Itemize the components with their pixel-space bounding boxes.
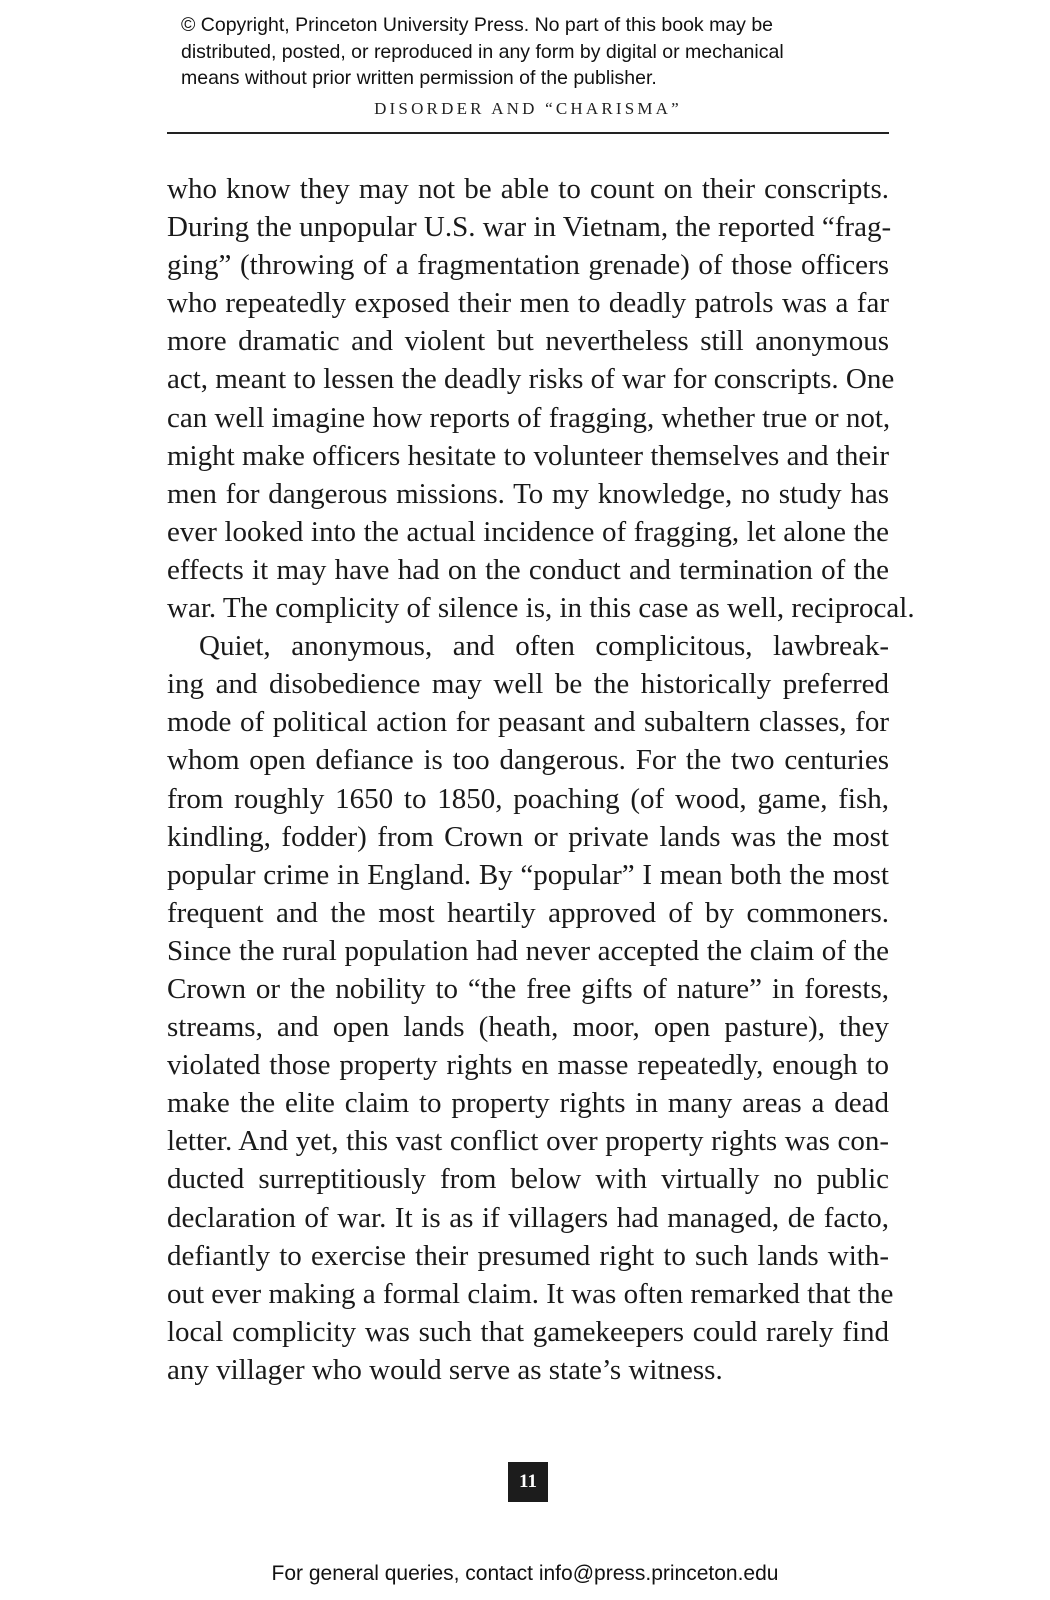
running-head: DISORDER AND “CHARISMA”: [374, 99, 682, 118]
text-line: ging” (throwing of a fragmentation grenade) of those officers: [167, 249, 889, 282]
text-line: kindling, fodder) from Crown or private lands was the most: [167, 820, 889, 853]
text-line: local complicity was such that gamekeepers could rarely find: [167, 1315, 889, 1348]
text-line: mode of political action for peasant and subaltern classes, for: [167, 706, 889, 739]
text-line: make the elite claim to property rights in many areas a dead: [167, 1087, 889, 1120]
text-line: from roughly 1650 to 1850, poaching (of wood, game, fish,: [167, 782, 889, 815]
text-line: streams, and open lands (heath, moor, open pasture), they: [167, 1011, 889, 1044]
copyright-line: means without prior written permission of the publisher.: [181, 67, 657, 89]
header-rule: [167, 132, 889, 134]
text-line: can well imagine how reports of fragging, whether true or not,: [167, 401, 891, 434]
text-line: Quiet, anonymous, and often complicitous, lawbreak-: [199, 630, 889, 663]
text-line: popular crime in England. By “popular” I mean both the most: [167, 858, 889, 891]
text-line: act, meant to lessen the deadly risks of war for conscripts. One: [167, 363, 895, 396]
text-line: out ever making a formal claim. It was often remarked that the: [167, 1277, 894, 1310]
copyright-line: © Copyright, Princeton University Press. No part of this book may be: [181, 14, 774, 36]
text-line: more dramatic and violent but nevertheless still anonymous: [167, 325, 889, 358]
text-line: ever looked into the actual incidence of fragging, let alone the: [167, 515, 889, 548]
footer-contact: For general queries, contact info@press.princeton.edu: [271, 1562, 779, 1585]
text-line: During the unpopular U.S. war in Vietnam, the reported “frag-: [167, 211, 892, 244]
text-line: effects it may have had on the conduct and termination of the: [167, 553, 889, 586]
copyright-line: distributed, posted, or reproduced in any form by digital or mechanical: [181, 40, 784, 63]
copyright-notice: [181, 12, 901, 92]
text-line: might make officers hesitate to volunteer themselves and their: [167, 439, 889, 472]
text-line: whom open defiance is too dangerous. For the two centuries: [167, 744, 889, 777]
text-line: men for dangerous missions. To my knowledge, no study has: [167, 477, 889, 510]
text-line: ducted surreptitiously from below with virtually no public: [167, 1163, 889, 1196]
text-line: letter. And yet, this vast conflict over property rights was con-: [167, 1125, 889, 1158]
text-line: war. The complicity of silence is, in this case as well, reciprocal.: [167, 592, 915, 625]
text-line: defiantly to exercise their presumed right to such lands with-: [167, 1239, 889, 1272]
text-line: violated those property rights en masse repeatedly, enough to: [167, 1049, 889, 1082]
text-line: who repeatedly exposed their men to deadly patrols was a far: [167, 287, 889, 320]
text-line: any villager who would serve as state’s witness.: [167, 1353, 723, 1386]
body-text: [167, 170, 915, 1389]
text-line: who know they may not be able to count on their conscripts.: [167, 173, 889, 205]
text-line: declaration of war. It is as if villagers had managed, de facto,: [167, 1201, 889, 1234]
page-number: 11: [508, 1462, 548, 1502]
text-line: Crown or the nobility to “the free gifts of nature” in forests,: [167, 972, 889, 1005]
text-line: ing and disobedience may well be the historically preferred: [167, 668, 889, 701]
text-line: frequent and the most heartily approved of by commoners.: [167, 896, 889, 929]
text-line: Since the rural population had never accepted the claim of the: [167, 934, 889, 967]
